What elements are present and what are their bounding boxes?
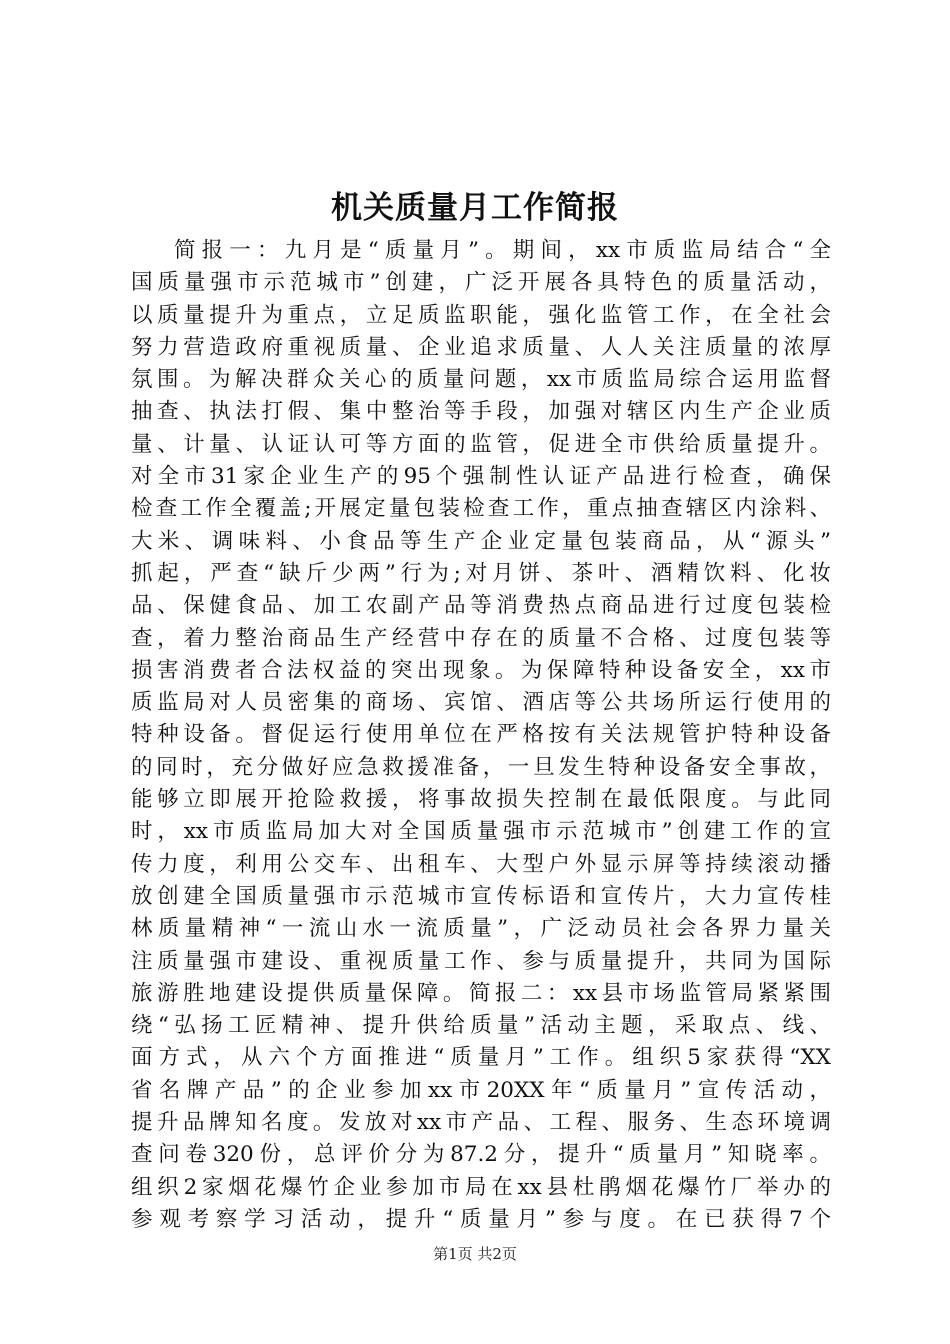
body-line: 时，xx市质监局加大对全国质量强市示范城市”创建工作的宣 [131,819,831,845]
body-line: 品、保健食品、加工农副产品等消费热点商品进行过度包装检 [131,593,831,619]
body-line: 大米、调味料、小食品等生产企业定量包装商品，从“源头” [131,528,831,554]
body-line: 氛围。为解决群众关心的质量问题，xx市质监局综合运用监督 [131,367,831,393]
body-line: 提升品牌知名度。发放对xx市产品、工程、服务、生态环境调 [131,1110,831,1136]
body-line: 传力度，利用公交车、出租车、大型户外显示屏等持续滚动播 [131,851,831,877]
body-line: 省名牌产品”的企业参加xx市20XX年“质量月”宣传活动， [131,1077,831,1103]
body-line: 抓起，严查“缺斤少两”行为;对月饼、茶叶、酒精饮料、化妆 [131,560,831,586]
body-line: 对全市31家企业生产的95个强制性认证产品进行检查，确保 [131,464,831,490]
body-line: 查问卷320份，总评价分为87.2分，提升“质量月”知晓率。 [131,1142,831,1168]
body-line: 以质量提升为重点，立足质监职能，强化监管工作，在全社会 [131,302,831,328]
body-line: 参观考察学习活动，提升“质量月”参与度。在已获得7个 [131,1206,831,1232]
body-line: 注质量强市建设、重视质量工作、参与质量提升，共同为国际 [131,948,831,974]
body-line: 林质量精神“一流山水一流质量”，广泛动员社会各界力量关 [131,916,831,942]
body-line: 面方式，从六个方面推进“质量月”工作。组织5家获得“XX [131,1045,831,1071]
body-line: 努力营造政府重视质量、企业追求质量、人人关注质量的浓厚 [131,334,831,360]
body-line: 抽查、执法打假、集中整治等手段，加强对辖区内生产企业质 [131,399,831,425]
document-body [131,235,831,1236]
body-line: 损害消费者合法权益的突出现象。为保障特种设备安全，xx市 [131,657,831,683]
body-line: 检查工作全覆盖;开展定量包装检查工作，重点抽查辖区内涂料、 [131,496,831,522]
body-line: 简报一：九月是“质量月”。期间，xx市质监局结合“全 [174,238,831,263]
body-line: 量、计量、认证认可等方面的监管，促进全市供给质量提升。 [131,431,831,457]
body-line: 组织2家烟花爆竹企业参加市局在xx县杜鹃烟花爆竹厂举办的 [131,1174,831,1200]
body-line: 旅游胜地建设提供质量保障。简报二：xx县市场监管局紧紧围 [131,980,831,1006]
body-line: 国质量强市示范城市”创建，广泛开展各具特色的质量活动， [131,270,831,296]
body-line: 特种设备。督促运行使用单位在严格按有关法规管护特种设备 [131,722,831,748]
body-line: 质监局对人员密集的商场、宾馆、酒店等公共场所运行使用的 [131,690,831,716]
body-line: 绕“弘扬工匠精神、提升供给质量”活动主题，采取点、线、 [131,1013,831,1039]
document-title: 机关质量月工作简报 [331,190,619,226]
body-line: 放创建全国质量强市示范城市宣传标语和宣传片，大力宣传桂 [131,883,831,909]
body-line: 的同时，充分做好应急救援准备，一旦发生特种设备安全事故， [131,754,831,780]
body-line: 查，着力整治商品生产经营中存在的质量不合格、过度包装等 [131,625,831,651]
body-line: 能够立即展开抢险救援，将事故损失控制在最低限度。与此同 [131,787,831,813]
page-number-footer: 第1页 共2页 [433,1245,517,1263]
